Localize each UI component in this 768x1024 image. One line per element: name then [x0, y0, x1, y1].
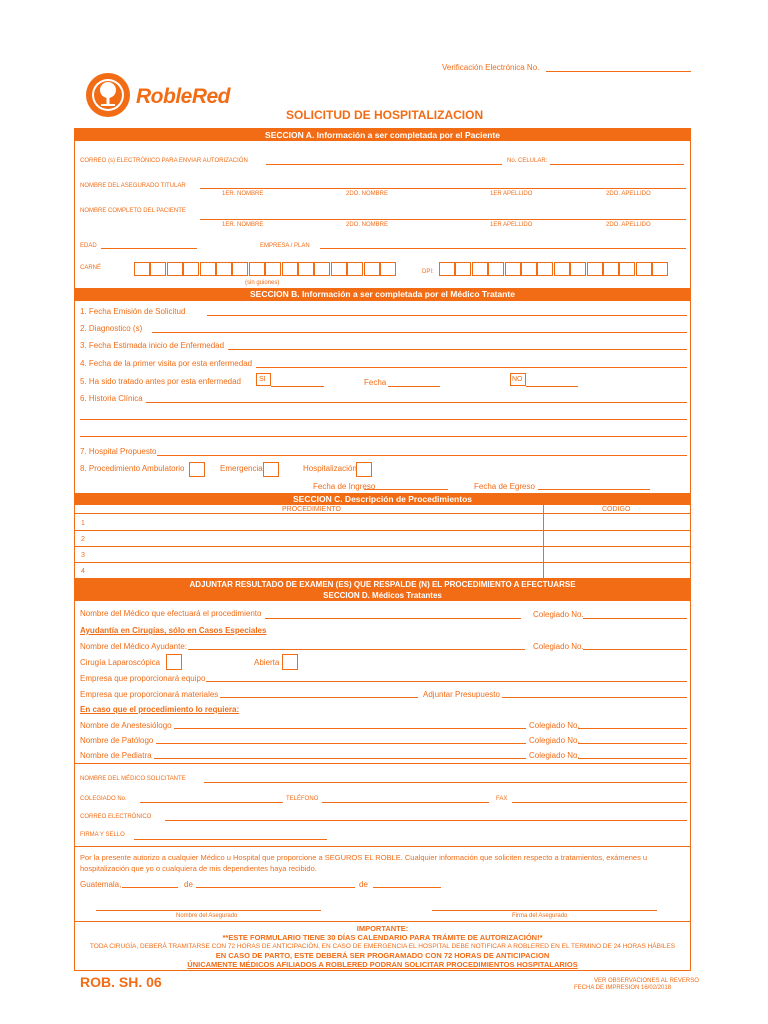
open-label: Abierta [254, 658, 280, 667]
no-field[interactable] [526, 386, 578, 387]
history-line-2[interactable] [80, 419, 687, 420]
dpi-digit-box[interactable] [472, 262, 488, 276]
insured-second-surname-caption: 2DO. APELLIDO [606, 191, 651, 197]
requester-fax-field[interactable] [512, 802, 687, 803]
patient-name-field[interactable] [200, 219, 686, 220]
section-b-header: SECCION B. Información a ser completada por el Médico Tratante [74, 288, 691, 301]
q4-label: 4. Fecha de la primer visita por esta enfermedad [80, 359, 253, 368]
insured-sign-line[interactable] [432, 910, 657, 911]
pathologist-colegiado-field[interactable] [578, 743, 687, 744]
requester-colegiado-field[interactable] [140, 802, 283, 803]
q3-label: 3. Fecha Estimada inicio de Enfermedad [80, 341, 225, 350]
emergency-label: Emergencia [220, 464, 263, 473]
card-digit-box[interactable] [364, 262, 380, 276]
anesthesiologist-label: Nombre de Anestesiólogo [80, 721, 172, 730]
company-field[interactable] [320, 248, 686, 249]
patient-first-surname-caption: 1ER APELLIDO [490, 222, 533, 228]
authorization-text-2: hospitalización que yo o cualquiera de mis dependientes haya recibido. [80, 864, 317, 873]
see-back-note: VER OBSERVACIONES AL REVERSO [594, 978, 699, 984]
email-label: CORREO (s) ELECTRÓNICO PARA ENVIAR AUTORIZACIÓN [80, 158, 248, 164]
insured-first-surname-caption: 1ER APELLIDO [490, 191, 533, 197]
requester-email-label: CORREO ELECTRÓNICO [80, 814, 152, 820]
year-field[interactable] [373, 887, 441, 888]
card-label: CARNÉ [80, 265, 102, 271]
section-d-title: SECCION D. Médicos Tratantes [323, 591, 442, 600]
de-label-1: de [184, 880, 193, 889]
pathologist-field[interactable] [156, 743, 526, 744]
dpi-digit-box[interactable] [488, 262, 504, 276]
code-column-header: CODIGO [602, 506, 631, 513]
patient-second-surname-caption: 2DO. APELLIDO [606, 222, 651, 228]
surgeon-colegiado-label: Colegiado No. [533, 610, 584, 619]
pediatrician-colegiado-field[interactable] [578, 758, 687, 759]
important-line-4: ÚNICAMENTE MÉDICOS AFILIADOS A ROBLERED PODRAN SOLICITAR PROCEDIMIENTOS HOSPITALARIOS [187, 960, 578, 969]
anesthesiologist-colegiado-field[interactable] [578, 728, 687, 729]
discharge-label: Fecha de Egreso [474, 482, 535, 491]
hospital-label: Hospitalización [303, 464, 357, 473]
laparoscopic-checkbox[interactable] [166, 654, 182, 670]
insured-label: NOMBRE DEL ASEGURADO TITULAR [80, 183, 186, 189]
important-line-2: TODA CIRUGÍA, DEBERÁ TRAMITARSE CON 72 HORAS DE ANTICIPACIÓN, EN CASO DE EMERGENCIA EL HOSPITAL DEBE NOTIFICAR A ROBLERED EN EL TERMINO DE 24 HORAS HÁBILES [89, 943, 676, 950]
insured-name-caption: Nombre del Asegurado [176, 913, 238, 919]
q5-label: 5. Ha sido tratado antes por esta enfermedad [80, 377, 241, 386]
yes-field[interactable] [271, 386, 324, 387]
verification-field[interactable] [546, 71, 691, 72]
history-line-3[interactable] [80, 436, 687, 437]
procedure-row-divider [74, 546, 691, 547]
card-digit-box[interactable] [265, 262, 281, 276]
procedure-row-divider [74, 562, 691, 563]
surgeon-label: Nombre del Médico que efectuará el procedimiento [80, 609, 262, 618]
admission-label: Fecha de Ingreso [313, 482, 376, 491]
pathologist-colegiado-label: Colegiado No. [529, 736, 580, 745]
q2-field[interactable] [152, 332, 687, 333]
form-code: ROB. SH. 06 [80, 974, 162, 990]
card-digit-box[interactable] [314, 262, 330, 276]
dpi-digit-box[interactable] [652, 262, 668, 276]
dpi-digit-box[interactable] [636, 262, 652, 276]
surgeon-field[interactable] [265, 618, 521, 619]
print-date: FECHA DE IMPRESION 16/02/2018 [574, 985, 672, 991]
important-line-1: **ESTE FORMULARIO TIENE 30 DÍAS CALENDARIO PARA TRÁMITE DE AUTORIZACIÓN!* [222, 933, 543, 942]
dpi-digit-box[interactable] [570, 262, 586, 276]
surgeon-colegiado-field[interactable] [583, 618, 687, 619]
equipment-field[interactable] [206, 681, 687, 682]
attach-results-notice: ADJUNTAR RESULTADO DE EXAMEN (ES) QUE RESPALDE (N) EL PROCEDIMIENTO A EFECTUARSE [189, 580, 576, 589]
card-digit-box[interactable] [216, 262, 232, 276]
history-line-1[interactable] [146, 402, 687, 403]
day-field[interactable] [122, 887, 178, 888]
pediatrician-colegiado-label: Colegiado No. [529, 751, 580, 760]
important-block [74, 924, 691, 969]
card-digit-box[interactable] [200, 262, 216, 276]
section-d-header [74, 578, 691, 601]
dpi-digit-box[interactable] [439, 262, 455, 276]
requester-name-field[interactable] [204, 782, 687, 783]
card-digit-box[interactable] [167, 262, 183, 276]
requester-fax-label: FAX [496, 796, 508, 802]
procedure-row-number: 4 [81, 568, 85, 575]
ambulatory-checkbox[interactable] [189, 462, 205, 477]
procedure-header-divider [74, 513, 691, 514]
requester-email-field[interactable] [165, 820, 687, 821]
important-title: IMPORTANTE: [356, 924, 409, 933]
q3-field[interactable] [228, 349, 687, 350]
section-c-header: SECCION C. Descripción de Procedimientos [74, 493, 691, 505]
age-label: EDAD [80, 243, 97, 249]
patient-first-name-caption: 1ER. NOMBRE [222, 222, 264, 228]
assistant-field[interactable] [188, 649, 525, 650]
q7-field[interactable] [157, 455, 687, 456]
age-field[interactable] [101, 248, 197, 249]
q8-label: 8. Procedimiento Ambulatorio [80, 464, 185, 473]
materials-label: Empresa que proporcionará materiales [80, 690, 219, 699]
requester-colegiado-label: COLEGIADO No. [80, 796, 127, 802]
dpi-digit-box[interactable] [587, 262, 603, 276]
equipment-label: Empresa que proporcionará equipo [80, 674, 206, 683]
card-digit-box[interactable] [183, 262, 199, 276]
hospitalization-checkbox[interactable] [356, 462, 372, 477]
budget-field[interactable] [502, 697, 687, 698]
requester-sign-field[interactable] [134, 839, 327, 840]
insured-second-name-caption: 2DO. NOMBRE [346, 191, 389, 197]
emergency-checkbox[interactable] [263, 462, 279, 477]
requester-phone-field[interactable] [322, 802, 489, 803]
dpi-digit-box[interactable] [537, 262, 553, 276]
insured-name-field[interactable] [200, 188, 686, 189]
dpi-digit-box[interactable] [619, 262, 635, 276]
card-digit-box[interactable] [134, 262, 150, 276]
pediatrician-field[interactable] [154, 758, 526, 759]
requester-sign-label: FIRMA Y SELLO [80, 832, 125, 838]
q6-label: 6. Historia Clínica [80, 394, 143, 403]
dpi-digit-box[interactable] [554, 262, 570, 276]
budget-label: Adjuntar Presupuesto [423, 690, 500, 699]
important-line-3: EN CASO DE PARTO, ESTE DEBERÁ SER PROGRAMADO CON 72 HORAS DE ANTICIPACION [215, 951, 550, 960]
dpi-label: DPI: [422, 269, 434, 275]
procedure-row-number: 1 [81, 520, 85, 527]
pathologist-label: Nombre de Patólogo [80, 736, 154, 745]
requester-name-label: NOMBRE DEL MÉDICO SOLICITANTE [80, 776, 186, 782]
q1-field[interactable] [207, 315, 687, 316]
q2-label: 2. Diagnostico (s) [80, 324, 143, 333]
card-note: (sin guiones) [245, 280, 280, 286]
patient-label: NOMBRE COMPLETO DEL PACIENTE [80, 208, 186, 214]
anesthesiologist-field[interactable] [174, 728, 526, 729]
city-label: Guatemala, [80, 880, 122, 889]
authorization-text-1: Por la presente autorizo a cualquier Médico u Hospital que proporcione a SEGUROS EL ROBLE. Cualquier información que soliciten respecto a tratamientos, exámenes u [80, 853, 648, 862]
form-frame [74, 128, 691, 971]
date-label: Fecha [364, 378, 387, 387]
tree-logo-icon [84, 71, 132, 119]
card-digit-box[interactable] [331, 262, 347, 276]
procedure-row-divider [74, 530, 691, 531]
assistant-label: Nombre del Médico Ayudante: [80, 642, 188, 651]
no-label: NO [512, 376, 523, 383]
section-a-header: SECCION A. Información a ser completada por el Paciente [74, 129, 691, 141]
discharge-field[interactable] [538, 489, 650, 490]
card-digit-box[interactable] [232, 262, 248, 276]
admission-field[interactable] [364, 489, 448, 490]
anesthesiologist-colegiado-label: Colegiado No. [529, 721, 580, 730]
q1-label: 1. Fecha Emisión de Solicitud [80, 307, 186, 316]
q7-label: 7. Hospital Propuesto [80, 447, 157, 456]
authorization-divider [74, 846, 691, 847]
verification-label: Verificación Electrónica No. [442, 63, 540, 72]
requester-phone-label: TELÉFONO [286, 796, 319, 802]
section-divider [74, 763, 691, 764]
procedure-code-divider [543, 505, 544, 578]
procedure-row-number: 3 [81, 552, 85, 559]
card-digit-box[interactable] [380, 262, 396, 276]
card-digit-box[interactable] [347, 262, 363, 276]
dpi-digit-box[interactable] [521, 262, 537, 276]
de-label-2: de [359, 880, 368, 889]
insured-name-signature-line[interactable] [96, 910, 321, 911]
important-divider [74, 921, 691, 922]
card-digit-box[interactable] [249, 262, 265, 276]
card-digit-box[interactable] [282, 262, 298, 276]
yes-label: SI [259, 376, 266, 383]
insured-sign-caption: Firma del Asegurado [512, 913, 568, 919]
laparoscopic-label: Cirugía Laparoscópica [80, 658, 161, 667]
page-title: SOLICITUD DE HOSPITALIZACION [286, 108, 484, 122]
pediatrician-label: Nombre de Pediatra [80, 751, 152, 760]
dpi-digit-box[interactable] [505, 262, 521, 276]
email-field[interactable] [266, 164, 502, 165]
dpi-digit-box[interactable] [455, 262, 471, 276]
materials-field[interactable] [220, 697, 418, 698]
card-digit-box[interactable] [150, 262, 166, 276]
month-field[interactable] [196, 887, 355, 888]
cell-field[interactable] [550, 164, 684, 165]
assistant-colegiado-field[interactable] [583, 649, 687, 650]
dpi-digit-box[interactable] [603, 262, 619, 276]
date-field[interactable] [388, 386, 440, 387]
procedure-column-header: PROCEDIMIENTO [282, 506, 341, 513]
assistant-colegiado-label: Colegiado No. [533, 642, 584, 651]
q4-field[interactable] [256, 367, 687, 368]
required-heading: En caso que el procedimiento lo requiera: [80, 705, 240, 714]
procedure-row-number: 2 [81, 536, 85, 543]
assist-heading: Ayudantía en Cirugías, sólo en Casos Especiales [80, 626, 267, 635]
brand-name: RobleRed [136, 85, 231, 108]
card-digit-box[interactable] [298, 262, 314, 276]
company-label: EMPRESA / PLAN [260, 243, 310, 249]
open-checkbox[interactable] [282, 654, 298, 670]
patient-second-name-caption: 2DO. NOMBRE [346, 222, 389, 228]
cell-label: No. CELULAR: [507, 158, 548, 164]
insured-first-name-caption: 1ER. NOMBRE [222, 191, 264, 197]
